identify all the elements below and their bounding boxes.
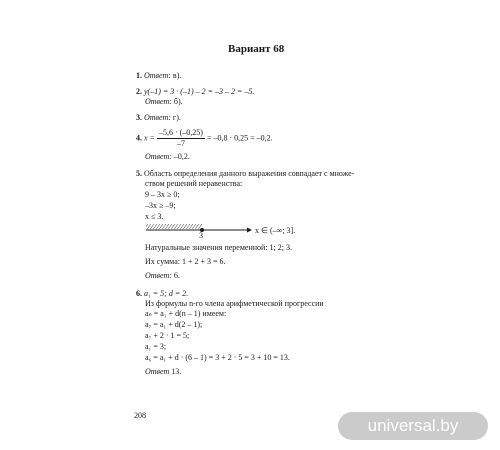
interval: x ∈ (–∞; 3].	[255, 226, 296, 235]
answer-value: –0,2.	[173, 152, 190, 161]
paragraph-line: Из формулы n-го члена арифметической прогрессии	[145, 299, 324, 308]
formula: aₙ = a₁ + d(n – 1) имеем:	[145, 309, 227, 318]
axis-tick-label: 3	[199, 231, 203, 240]
answer-3	[136, 113, 181, 123]
numerator: –5,6 · (–0,25)	[158, 128, 203, 137]
answer-label: Ответ:	[145, 152, 172, 161]
paragraph-line: ством решений неравенства:	[145, 179, 243, 188]
page-number: 208	[134, 411, 146, 420]
watermark-badge: universal.by	[338, 412, 488, 440]
answer-value: г).	[172, 113, 181, 122]
naturals-line: Натуральные значения переменной: 1; 2; 3.	[145, 243, 292, 252]
answer-6-result	[145, 367, 181, 377]
answer-label: Ответ:	[145, 97, 172, 106]
answer-label: Ответ:	[144, 113, 171, 122]
answer-1	[136, 71, 181, 81]
answer-6-given	[136, 289, 188, 299]
answer-5-text1	[136, 169, 354, 179]
fraction	[157, 128, 205, 149]
inequality: –3x ≥ –9;	[145, 201, 176, 210]
expression: y(–1) = 3 · (–1) – 2 = –3 – 2 = –5.	[144, 87, 255, 96]
answer-value: 6.	[173, 271, 180, 280]
answer-value: 13.	[171, 367, 182, 376]
answer-5-result	[145, 271, 180, 281]
answer-4	[136, 128, 273, 149]
equation-line: a₇ + 2 · 1 = 5;	[145, 331, 190, 340]
equation-line: a₇ = a₁ + d(2 – 1);	[145, 320, 203, 329]
item-number: 6.	[136, 289, 142, 298]
equation-line: a₆ = a₁ + d · (6 – 1) = 3 + 2 · 5 = 3 + 10 = 13.	[145, 353, 290, 362]
inequality: x ≤ 3.	[145, 212, 164, 221]
inequality: 9 – 3x ≥ 0;	[145, 190, 180, 199]
answer-4-result	[145, 152, 190, 162]
sum-line: Их сумма: 1 + 2 + 3 = 6.	[145, 257, 226, 266]
number-line	[143, 222, 253, 242]
item-number: 5.	[136, 169, 142, 178]
answer-label: Ответ:	[144, 71, 171, 80]
page-title: Вариант 68	[228, 43, 285, 55]
rhs: = –0,8 · 0,25 = –0,2.	[206, 133, 273, 143]
arrow-icon	[247, 228, 252, 233]
answer-label: Ответ:	[145, 271, 172, 280]
answer-value: в).	[172, 71, 182, 80]
item-number: 2.	[136, 87, 142, 96]
answer-2	[136, 87, 254, 97]
item-number: 4.	[136, 133, 142, 143]
item-number: 3.	[136, 113, 142, 122]
answer-2-result	[145, 97, 183, 107]
lhs: x =	[144, 133, 155, 143]
item-number: 1.	[136, 71, 142, 80]
paragraph-line: Область определения данного выражения совпадает с множе-	[144, 169, 355, 178]
answer-label: Ответ	[145, 367, 170, 376]
answer-value: б).	[173, 97, 183, 106]
given: a₁ = 5; d = 2.	[144, 289, 189, 298]
hatched-region	[146, 224, 202, 229]
denominator: –7	[176, 139, 185, 148]
equation-line: a₁ = 3;	[145, 342, 167, 351]
